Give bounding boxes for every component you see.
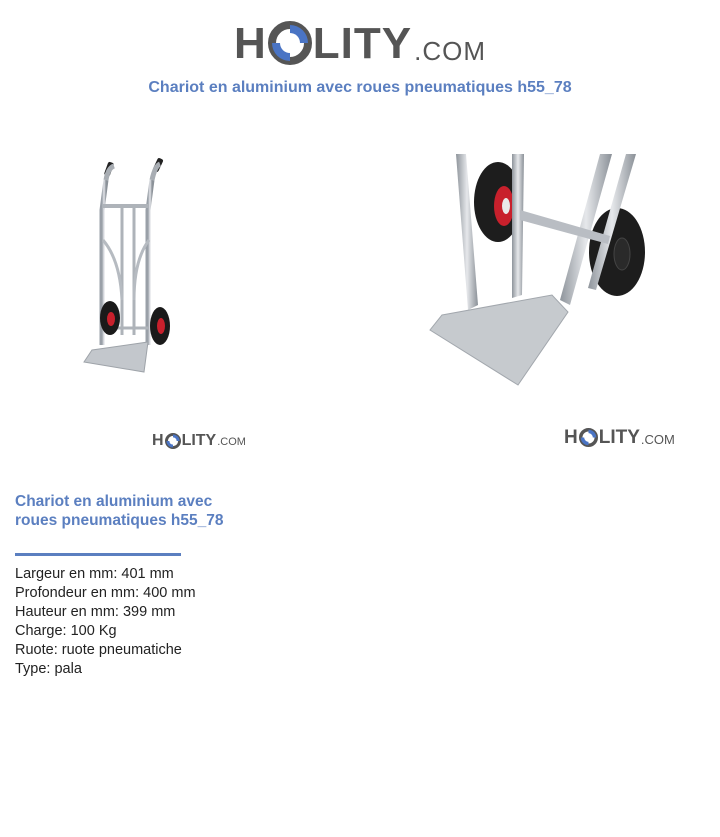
title-divider	[15, 553, 181, 556]
spec-list	[15, 565, 196, 679]
spec-wheels: Ruote: ruote pneumatiche	[15, 642, 182, 658]
spec-width: Largeur en mm: 401 mm	[15, 566, 174, 582]
product-title: Chariot en aluminium avec roues pneumatiques h55_78	[15, 493, 224, 529]
photo-logo-right	[564, 428, 675, 447]
small-logo-lity: LITY	[598, 427, 640, 448]
small-logo-suffix: .COM	[217, 436, 246, 448]
page-title: Chariot en aluminium avec roues pneumatiques h55_78	[148, 79, 572, 96]
spec-depth: Profondeur en mm: 400 mm	[15, 585, 196, 601]
logo-letters-lity: LITY	[312, 19, 413, 68]
product-photo-full[interactable]	[10, 140, 350, 400]
small-logo-lity: LITY	[181, 432, 217, 449]
spec-load: Charge: 100 Kg	[15, 623, 117, 639]
logo-letters-h: H	[234, 19, 267, 68]
small-logo-o-icon	[165, 433, 181, 449]
photo-logo-left	[152, 433, 246, 449]
small-logo-h: H	[564, 427, 578, 448]
brand-logo[interactable]	[0, 14, 720, 66]
small-logo-o-icon	[579, 428, 598, 447]
spec-type: Type: pala	[15, 661, 82, 677]
logo-o-icon	[268, 21, 312, 65]
small-logo-suffix: .COM	[640, 432, 675, 447]
logo-suffix: .COM	[414, 36, 486, 66]
product-photo-detail[interactable]	[370, 140, 710, 400]
small-logo-h: H	[152, 432, 164, 449]
spec-height: Hauteur en mm: 399 mm	[15, 604, 176, 620]
